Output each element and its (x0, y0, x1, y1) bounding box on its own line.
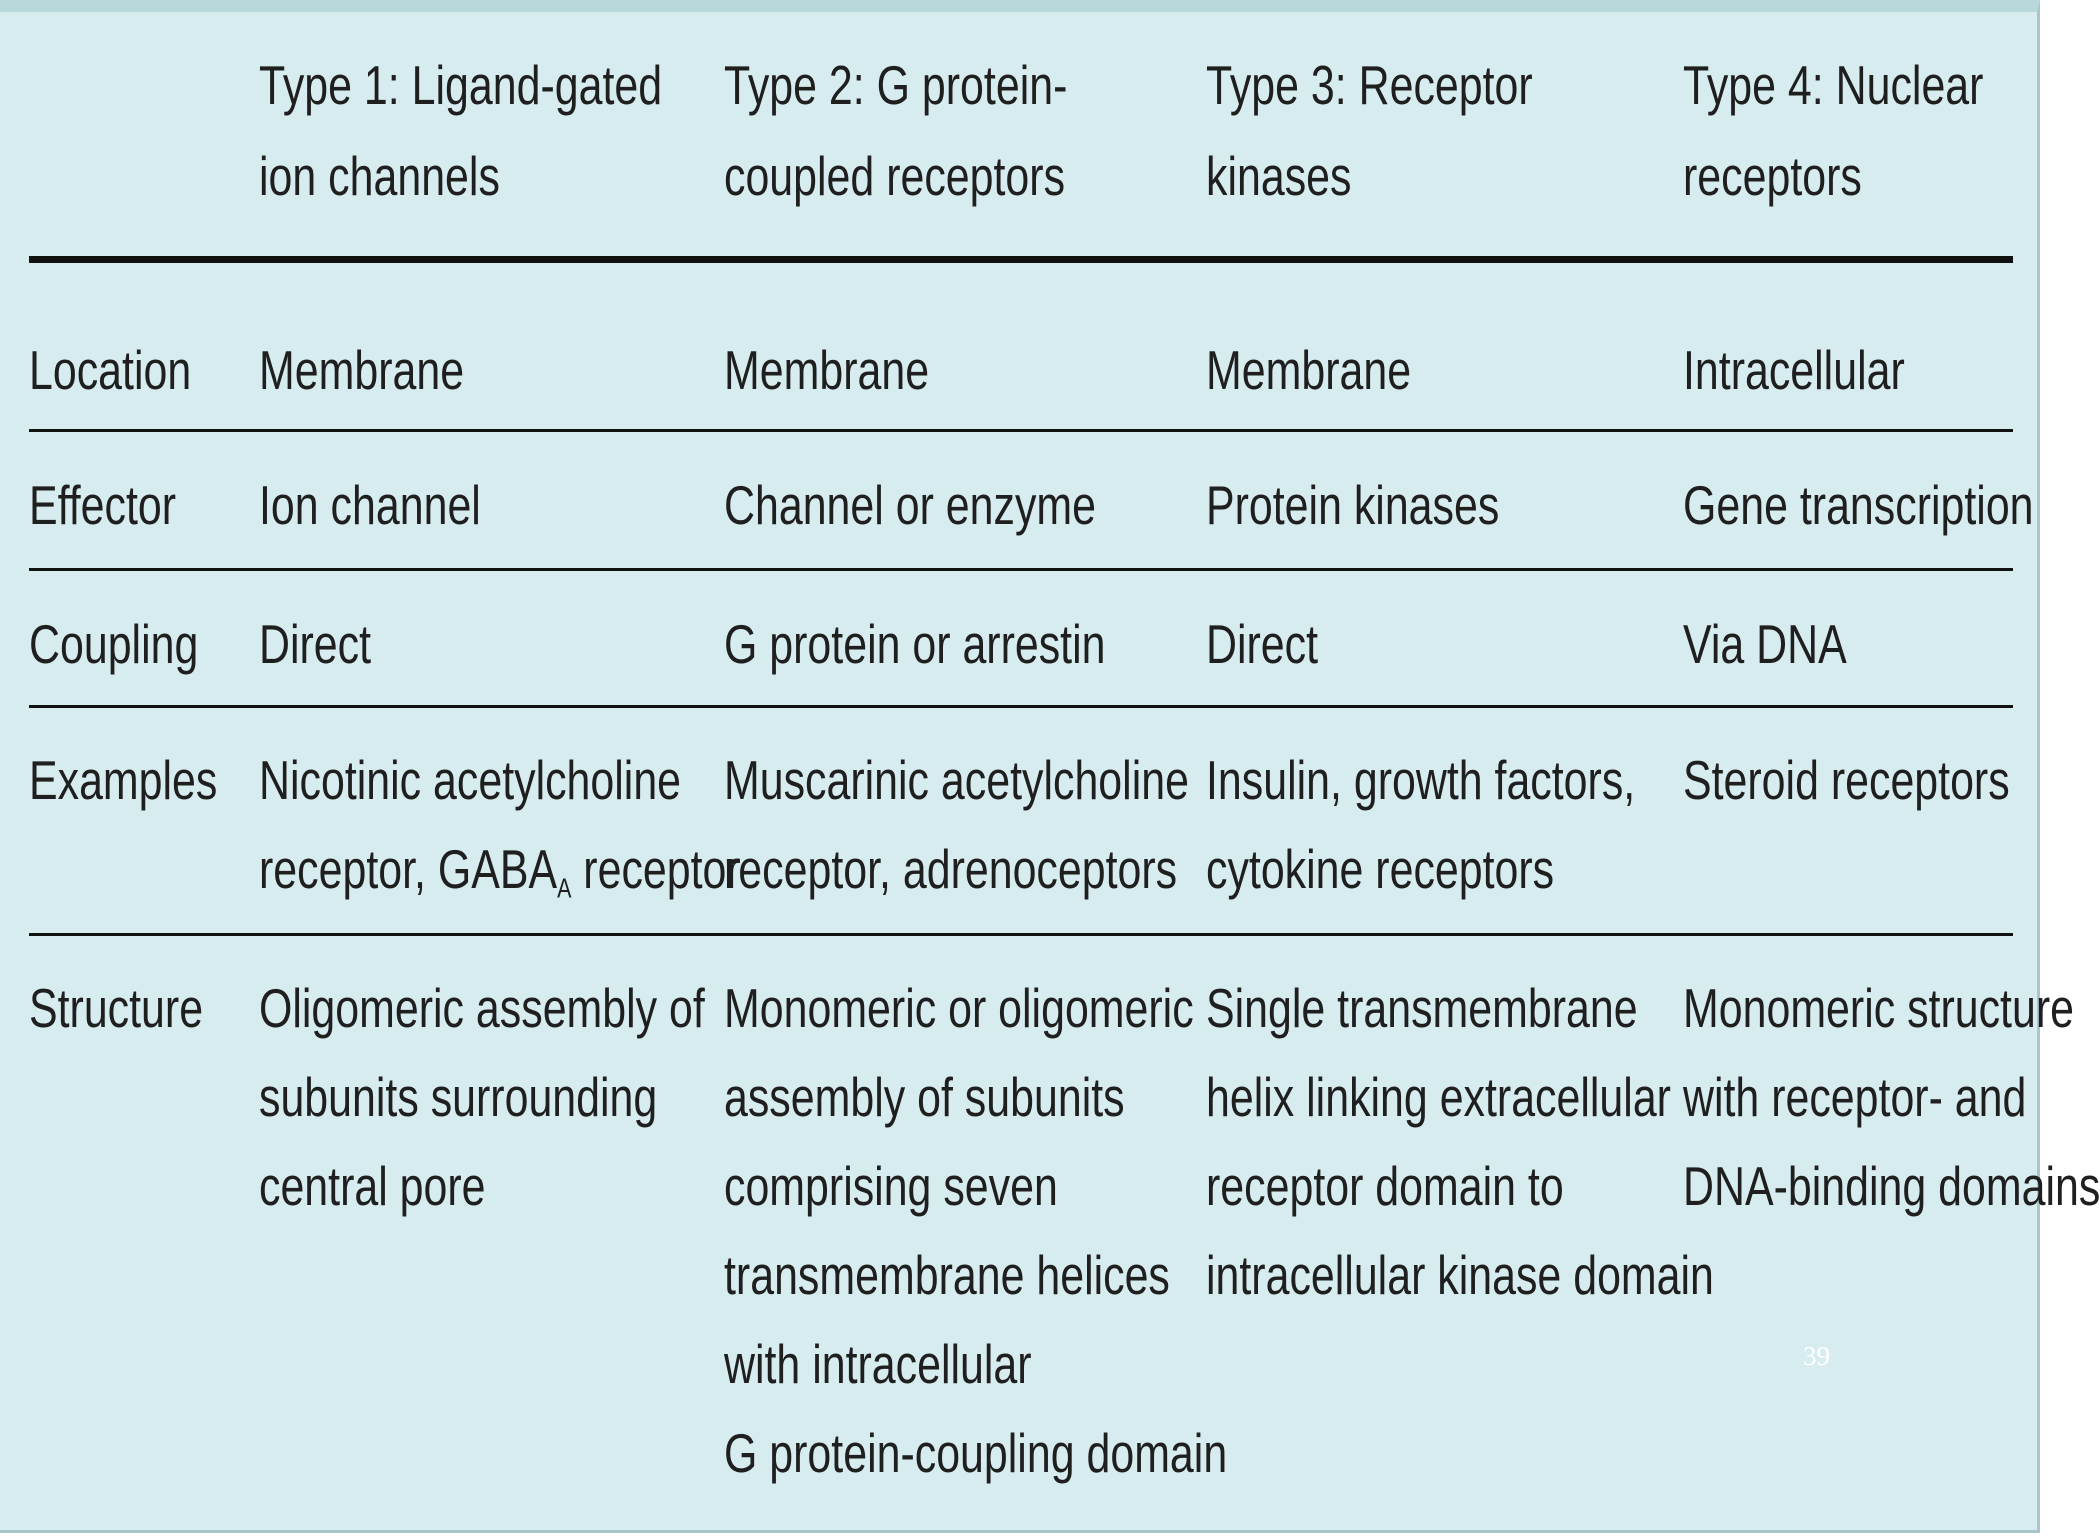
row-label-examples: Examples (29, 749, 218, 811)
cell-structure-type4: Monomeric structure with receptor- and DNA-binding domains (1683, 977, 2100, 1217)
cell-effector-type1: Ion channel (259, 474, 481, 536)
cell-effector-type4: Gene transcription (1683, 474, 2034, 536)
row-divider (29, 429, 2013, 432)
row-divider (29, 568, 2013, 571)
cell-effector-type3: Protein kinases (1206, 474, 1500, 536)
row-label-coupling: Coupling (29, 613, 199, 675)
row-label-structure: Structure (29, 977, 204, 1039)
row-label-effector: Effector (29, 474, 177, 536)
column-header-type1: Type 1: Ligand-gated ion channels (259, 54, 663, 207)
cell-location-type1: Membrane (259, 339, 465, 401)
row-divider (29, 705, 2013, 708)
cell-structure-type2: Monomeric or oligomeric assembly of subunits comprising seven transmembrane helices with intracellular G protein-coupling domain (724, 977, 1228, 1484)
cell-location-type4: Intracellular (1683, 339, 1905, 401)
cell-structure-type1: Oligomeric assembly of subunits surrounding central pore (259, 977, 705, 1217)
cell-coupling-type3: Direct (1206, 613, 1319, 675)
header-divider (29, 256, 2013, 263)
page-number: 39 (1803, 1341, 1830, 1371)
cell-effector-type2: Channel or enzyme (724, 474, 1097, 536)
cell-coupling-type4: Via DNA (1683, 613, 1847, 675)
row-divider (29, 933, 2013, 936)
column-header-type2: Type 2: G protein- coupled receptors (724, 54, 1068, 207)
cell-examples-type3: Insulin, growth factors, cytokine receptors (1206, 749, 1636, 900)
cell-examples-type2: Muscarinic acetylcholine receptor, adrenoceptors (724, 749, 1189, 900)
cell-location-type3: Membrane (1206, 339, 1412, 401)
cell-coupling-type1: Direct (259, 613, 372, 675)
cell-structure-type3: Single transmembrane helix linking extracellular receptor domain to intracellular kinase domain (1206, 977, 1714, 1306)
cell-examples-type4: Steroid receptors (1683, 749, 2010, 811)
cell-location-type2: Membrane (724, 339, 930, 401)
cell-coupling-type2: G protein or arrestin (724, 613, 1106, 675)
column-header-type3: Type 3: Receptor kinases (1206, 54, 1533, 207)
cell-examples-type1: Nicotinic acetylcholine receptor, $GABA_A$ receptor (259, 749, 741, 904)
row-label-location: Location (29, 339, 192, 401)
column-header-type4: Type 4: Nuclear receptors (1683, 54, 1984, 207)
